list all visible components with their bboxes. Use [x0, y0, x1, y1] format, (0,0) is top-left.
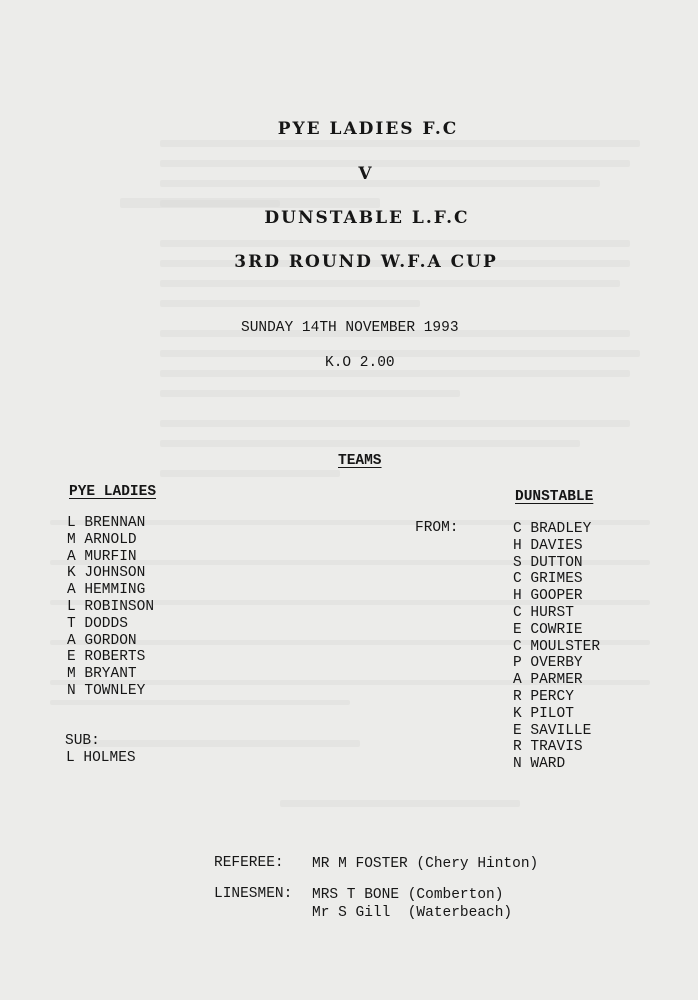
player-name: A PARMER — [513, 672, 583, 689]
pye-ladies-heading: PYE LADIES — [69, 484, 157, 500]
referee-label: REFEREE: — [214, 855, 284, 871]
player-name: A HEMMING — [67, 582, 146, 599]
linesman-2: Mr S Gill (Waterbeach) — [312, 905, 513, 921]
player-name: E ROBERTS — [67, 649, 146, 666]
competition-title: 3RD ROUND W.F.A CUP — [234, 252, 498, 272]
player-name: P OVERBY — [513, 655, 583, 672]
sub-player: L HOLMES — [66, 750, 136, 766]
from-label: FROM: — [415, 520, 459, 536]
player-name: A MURFIN — [67, 548, 137, 565]
linesmen-label: LINESMEN: — [214, 886, 293, 902]
player-name: C MOULSTER — [513, 638, 601, 655]
teams-heading: TEAMS — [338, 453, 382, 469]
referee-name: MR M FOSTER (Chery Hinton) — [312, 856, 539, 872]
player-name: C GRIMES — [513, 571, 583, 588]
player-name: L ROBINSON — [67, 598, 155, 615]
player-name: N TOWNLEY — [67, 682, 146, 699]
away-team-title: DUNSTABLE L.F.C — [264, 208, 470, 228]
player-name: R PERCY — [513, 688, 574, 705]
player-name: M ARNOLD — [67, 531, 137, 548]
player-name: C BRADLEY — [513, 521, 592, 537]
pye-ladies-player-list — [67, 515, 154, 700]
player-name: M BRYANT — [67, 666, 137, 683]
player-name: H GOOPER — [513, 588, 583, 605]
match-date: SUNDAY 14TH NOVEMBER 1993 — [241, 320, 459, 336]
player-name: T DODDS — [67, 615, 128, 632]
player-name: E COWRIE — [513, 621, 583, 638]
home-team-title: PYE LADIES F.C — [277, 119, 459, 139]
player-name: K PILOT — [513, 705, 574, 722]
dunstable-player-list — [513, 521, 600, 773]
player-name: E SAVILLE — [513, 722, 592, 739]
linesman-1: MRS T BONE (Comberton) — [312, 887, 504, 903]
player-name: H DAVIES — [513, 537, 583, 554]
player-name: N WARD — [513, 756, 566, 773]
player-name: C HURST — [513, 604, 574, 621]
player-name: L BRENNAN — [67, 515, 146, 531]
versus-label: V — [358, 164, 374, 184]
player-name: K JOHNSON — [67, 565, 146, 582]
dunstable-heading: DUNSTABLE — [515, 489, 594, 505]
player-name: S DUTTON — [513, 554, 583, 571]
kickoff-time: K.O 2.00 — [325, 355, 395, 371]
player-name: R TRAVIS — [513, 739, 583, 756]
player-name: A GORDON — [67, 632, 137, 649]
sub-label: SUB: — [65, 733, 100, 749]
